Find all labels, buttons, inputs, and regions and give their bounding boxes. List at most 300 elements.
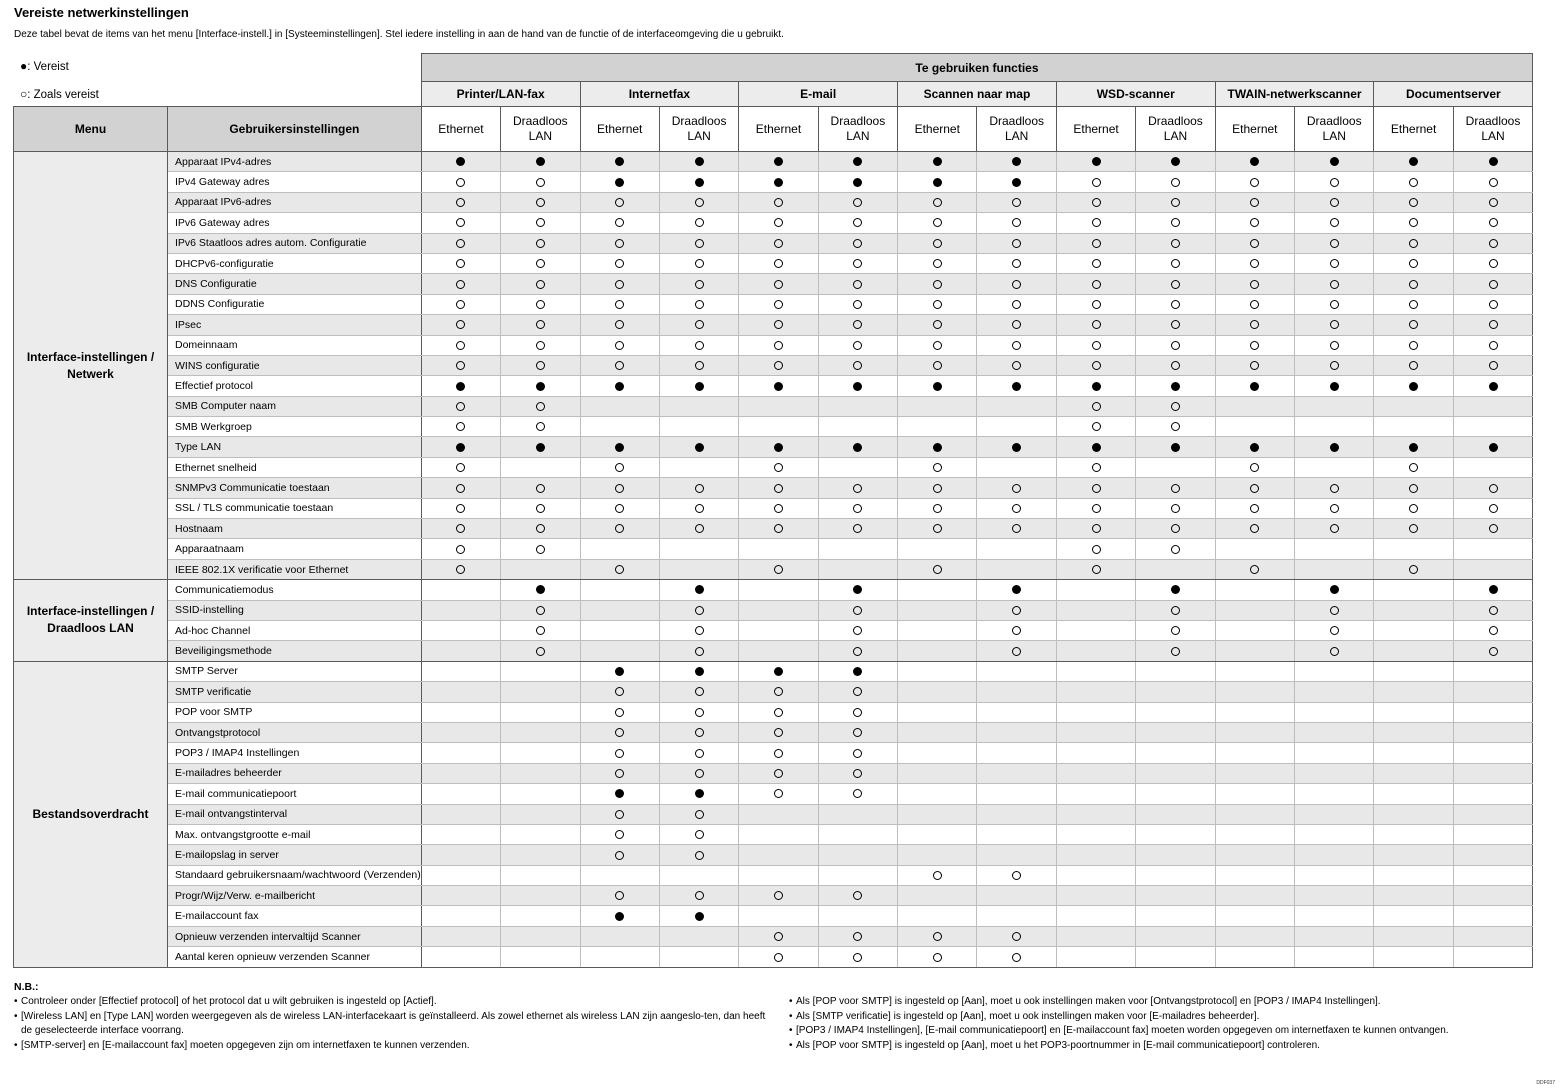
requirement-cell: [1136, 865, 1215, 885]
requirement-cell: [1056, 886, 1135, 906]
requirement-cell: [1215, 804, 1294, 824]
open-circle-icon: [1330, 218, 1339, 227]
requirement-cell: [1295, 213, 1374, 233]
requirement-cell: [1453, 702, 1532, 722]
filled-circle-icon: [853, 585, 862, 594]
wireless-lan-subheader-line2: LAN: [687, 129, 711, 143]
requirement-cell: [1056, 294, 1135, 314]
open-circle-icon: [456, 504, 465, 513]
open-circle-icon: [536, 178, 545, 187]
page-title: Vereiste netwerkinstellingen: [14, 5, 189, 20]
open-circle-icon: [615, 218, 624, 227]
requirement-cell: [898, 886, 977, 906]
open-circle-icon: [536, 239, 545, 248]
open-circle-icon: [456, 402, 465, 411]
requirement-cell: [1295, 784, 1374, 804]
requirement-cell: [739, 519, 818, 539]
table-row: [14, 233, 1533, 253]
open-circle-icon: [1171, 504, 1180, 513]
requirement-cell: [818, 763, 897, 783]
open-circle-icon: [853, 361, 862, 370]
open-circle-icon: [1489, 198, 1498, 207]
requirement-cell: [739, 417, 818, 437]
open-circle-icon: [1092, 361, 1101, 370]
open-circle-icon: [933, 198, 942, 207]
setting-label: WINS configuratie: [168, 355, 422, 375]
requirement-cell: [1136, 457, 1215, 477]
open-circle-icon: [1250, 259, 1259, 268]
requirement-cell: [659, 865, 738, 885]
setting-label: E-mail communicatiepoort: [168, 784, 422, 804]
open-circle-icon: [456, 484, 465, 493]
requirement-cell: [421, 172, 500, 192]
requirement-cell: [818, 172, 897, 192]
requirement-cell: [659, 539, 738, 559]
note-item: • Als [POP voor SMTP] is ingesteld op [Aan], moet u het POP3-poortnummer in [E-mail communicatiepoort] controleren.: [789, 1039, 1549, 1054]
requirement-cell: [421, 437, 500, 457]
requirement-cell: [501, 620, 580, 640]
requirement-cell: [1295, 906, 1374, 926]
requirement-cell: [1295, 192, 1374, 212]
filled-circle-icon: [853, 443, 862, 452]
requirement-cell: [580, 947, 659, 967]
requirement-cell: [1295, 539, 1374, 559]
open-circle-icon: [1250, 280, 1259, 289]
requirement-cell: [501, 376, 580, 396]
filled-circle-icon: [1012, 178, 1021, 187]
table-row: [14, 437, 1533, 457]
open-circle-icon: [1330, 300, 1339, 309]
open-circle-icon: [1012, 259, 1021, 268]
requirement-cell: [1374, 559, 1453, 579]
filled-circle-icon: [536, 443, 545, 452]
wireless-lan-subheader: [501, 107, 580, 152]
requirement-cell: [977, 519, 1056, 539]
table-row: [14, 620, 1533, 640]
open-circle-icon: [1012, 626, 1021, 635]
requirement-cell: [1215, 519, 1294, 539]
requirement-cell: [898, 315, 977, 335]
table-row: [14, 559, 1533, 579]
functions-header: Te gebruiken functies: [421, 54, 1532, 82]
requirement-cell: [1374, 661, 1453, 681]
open-circle-icon: [933, 300, 942, 309]
table-row: [14, 294, 1533, 314]
requirement-cell: [1453, 641, 1532, 661]
filled-circle-icon: [1250, 443, 1259, 452]
requirement-cell: [739, 315, 818, 335]
open-circle-icon: [615, 239, 624, 248]
open-circle-icon: [456, 320, 465, 329]
requirement-cell: [898, 396, 977, 416]
requirement-cell: [421, 620, 500, 640]
open-circle-icon: [853, 320, 862, 329]
open-circle-icon: [1012, 239, 1021, 248]
filled-circle-icon: [536, 382, 545, 391]
requirement-cell: [421, 498, 500, 518]
requirement-cell: [421, 641, 500, 661]
open-circle-icon: [536, 545, 545, 554]
setting-label: Opnieuw verzenden intervaltijd Scanner: [168, 926, 422, 946]
open-circle-icon: [695, 647, 704, 656]
open-circle-icon: [456, 463, 465, 472]
table-row: [14, 213, 1533, 233]
requirement-cell: [1056, 253, 1135, 273]
open-circle-icon: [1489, 484, 1498, 493]
requirement-cell: [1136, 376, 1215, 396]
requirement-cell: [739, 580, 818, 600]
requirement-cell: [898, 641, 977, 661]
table-row: [14, 865, 1533, 885]
open-circle-icon: [1171, 259, 1180, 268]
filled-circle-icon: [615, 667, 624, 676]
requirement-cell: [1056, 457, 1135, 477]
open-circle-icon: [853, 484, 862, 493]
table-row: [14, 600, 1533, 620]
requirement-cell: [659, 784, 738, 804]
requirement-cell: [1056, 539, 1135, 559]
requirement-cell: [818, 641, 897, 661]
requirement-cell: [1374, 396, 1453, 416]
requirement-cell: [1136, 947, 1215, 967]
open-circle-icon: [1330, 504, 1339, 513]
requirement-cell: [421, 743, 500, 763]
filled-circle-icon: [1250, 157, 1259, 166]
requirement-cell: [580, 457, 659, 477]
requirement-cell: [1453, 539, 1532, 559]
open-circle-icon: [1489, 524, 1498, 533]
open-circle-icon: [615, 687, 624, 696]
requirement-cell: [1215, 906, 1294, 926]
requirement-cell: [580, 417, 659, 437]
requirement-cell: [1295, 641, 1374, 661]
requirement-cell: [421, 559, 500, 579]
requirement-cell: [898, 702, 977, 722]
open-circle-icon: [1489, 239, 1498, 248]
requirement-cell: [818, 702, 897, 722]
requirement-cell: [739, 539, 818, 559]
requirement-cell: [898, 784, 977, 804]
open-circle-icon: [774, 320, 783, 329]
requirement-cell: [977, 172, 1056, 192]
requirement-cell: [1374, 906, 1453, 926]
open-circle-icon: [774, 198, 783, 207]
open-circle-icon: [1092, 524, 1101, 533]
open-circle-icon: [774, 953, 783, 962]
requirement-cell: [1295, 824, 1374, 844]
open-circle-icon: [774, 789, 783, 798]
wireless-lan-subheader-line1: Draadloos: [1465, 114, 1521, 128]
requirement-cell: [1215, 417, 1294, 437]
requirement-cell: [818, 233, 897, 253]
requirement-cell: [977, 253, 1056, 273]
open-circle-icon: [615, 565, 624, 574]
open-circle-icon: [1489, 341, 1498, 350]
filled-circle-icon: [933, 178, 942, 187]
wireless-lan-subheader-line1: Draadloos: [671, 114, 727, 128]
open-circle-icon: [1171, 402, 1180, 411]
requirement-cell: [1374, 355, 1453, 375]
filled-circle-icon: [615, 157, 624, 166]
requirement-cell: [1136, 886, 1215, 906]
open-circle-icon: [933, 361, 942, 370]
open-circle-icon: [774, 280, 783, 289]
requirement-cell: [501, 233, 580, 253]
table-row: [14, 172, 1533, 192]
requirement-cell: [659, 498, 738, 518]
requirement-cell: [1136, 478, 1215, 498]
open-circle-icon: [1330, 280, 1339, 289]
requirement-cell: [1215, 335, 1294, 355]
open-circle-icon: [1012, 218, 1021, 227]
filled-circle-icon: [1250, 382, 1259, 391]
open-circle-icon: [456, 300, 465, 309]
requirement-cell: [421, 906, 500, 926]
setting-label: Apparaat IPv4-adres: [168, 152, 422, 172]
requirement-cell: [1453, 763, 1532, 783]
open-circle-icon: [536, 422, 545, 431]
requirement-cell: [659, 457, 738, 477]
table-row: [14, 906, 1533, 926]
ethernet-subheader: Ethernet: [739, 107, 818, 152]
requirement-cell: [1374, 457, 1453, 477]
requirement-cell: [739, 886, 818, 906]
filled-circle-icon: [1171, 382, 1180, 391]
requirement-cell: [898, 824, 977, 844]
open-circle-icon: [1171, 422, 1180, 431]
requirement-cell: [739, 437, 818, 457]
requirement-cell: [1056, 641, 1135, 661]
filled-circle-icon: [1092, 157, 1101, 166]
requirement-cell: [580, 478, 659, 498]
filled-circle-icon: [615, 789, 624, 798]
requirement-cell: [898, 722, 977, 742]
open-circle-icon: [1092, 178, 1101, 187]
requirement-cell: [739, 600, 818, 620]
requirement-cell: [659, 274, 738, 294]
requirement-cell: [659, 437, 738, 457]
requirement-cell: [1453, 152, 1532, 172]
requirement-cell: [501, 784, 580, 804]
requirement-cell: [1215, 498, 1294, 518]
open-circle-icon: [1012, 341, 1021, 350]
open-circle-icon: [853, 280, 862, 289]
table-row: [14, 192, 1533, 212]
requirement-cell: [739, 294, 818, 314]
filled-circle-icon: [695, 789, 704, 798]
requirement-cell: [421, 600, 500, 620]
filled-circle-icon: [853, 667, 862, 676]
requirement-cell: [580, 539, 659, 559]
open-circle-icon: [933, 341, 942, 350]
requirement-cell: [580, 274, 659, 294]
requirement-cell: [580, 845, 659, 865]
requirement-cell: [818, 519, 897, 539]
requirement-cell: [1374, 865, 1453, 885]
notes-title: N.B.:: [14, 981, 39, 993]
requirement-cell: [977, 580, 1056, 600]
open-circle-icon: [1171, 341, 1180, 350]
requirement-cell: [1453, 682, 1532, 702]
filled-circle-icon: [1409, 382, 1418, 391]
requirement-cell: [1056, 743, 1135, 763]
requirement-cell: [501, 926, 580, 946]
requirement-cell: [1453, 417, 1532, 437]
requirement-cell: [977, 620, 1056, 640]
requirement-cell: [501, 498, 580, 518]
open-circle-icon: [695, 708, 704, 717]
open-circle-icon: [1171, 606, 1180, 615]
requirement-cell: [501, 274, 580, 294]
requirement-cell: [739, 926, 818, 946]
requirement-cell: [421, 845, 500, 865]
requirement-cell: [501, 192, 580, 212]
open-circle-icon: [1250, 484, 1259, 493]
requirement-cell: [1453, 804, 1532, 824]
requirement-cell: [421, 682, 500, 702]
requirement-cell: [1374, 580, 1453, 600]
open-circle-icon: [933, 953, 942, 962]
requirement-cell: [501, 580, 580, 600]
requirement-cell: [977, 804, 1056, 824]
requirement-cell: [501, 865, 580, 885]
requirement-cell: [898, 478, 977, 498]
open-circle-icon: [615, 749, 624, 758]
requirement-cell: [580, 253, 659, 273]
requirement-cell: [898, 926, 977, 946]
requirement-cell: [1295, 743, 1374, 763]
requirement-cell: [501, 804, 580, 824]
requirement-cell: [421, 253, 500, 273]
requirement-cell: [421, 355, 500, 375]
requirement-cell: [818, 376, 897, 396]
requirement-cell: [1295, 335, 1374, 355]
requirement-cell: [1215, 784, 1294, 804]
requirement-cell: [1136, 294, 1215, 314]
open-circle-icon: [1092, 504, 1101, 513]
requirement-cell: [659, 294, 738, 314]
requirement-cell: [1374, 824, 1453, 844]
requirement-cell: [1295, 519, 1374, 539]
open-circle-icon: [1250, 504, 1259, 513]
requirement-cell: [1374, 152, 1453, 172]
requirement-cell: [898, 661, 977, 681]
open-circle-icon: [1171, 239, 1180, 248]
requirement-cell: [739, 253, 818, 273]
requirement-cell: [898, 457, 977, 477]
open-circle-icon: [615, 769, 624, 778]
requirement-cell: [501, 600, 580, 620]
requirement-cell: [739, 192, 818, 212]
requirement-cell: [898, 253, 977, 273]
open-circle-icon: [536, 484, 545, 493]
setting-label: SSL / TLS communicatie toestaan: [168, 498, 422, 518]
requirement-cell: [421, 886, 500, 906]
requirement-cell: [977, 865, 1056, 885]
requirement-cell: [898, 152, 977, 172]
open-circle-icon: [1250, 341, 1259, 350]
open-circle-icon: [1250, 463, 1259, 472]
requirement-cell: [1136, 824, 1215, 844]
requirement-cell: [1374, 233, 1453, 253]
requirement-cell: [1136, 682, 1215, 702]
requirement-cell: [1215, 641, 1294, 661]
requirement-cell: [1295, 682, 1374, 702]
function-header: Internetfax: [580, 82, 739, 107]
requirement-cell: [739, 376, 818, 396]
requirement-cell: [659, 559, 738, 579]
requirement-cell: [1453, 233, 1532, 253]
requirement-cell: [1056, 437, 1135, 457]
requirement-cell: [1136, 355, 1215, 375]
requirement-cell: [501, 519, 580, 539]
requirement-cell: [818, 417, 897, 437]
setting-label: DNS Configuratie: [168, 274, 422, 294]
notes-left: [14, 995, 769, 1053]
requirement-cell: [1136, 152, 1215, 172]
filled-circle-icon: [1330, 382, 1339, 391]
open-circle-icon: [933, 484, 942, 493]
requirement-cell: [1453, 620, 1532, 640]
legend-area: [14, 54, 422, 82]
open-circle-icon: [1250, 320, 1259, 329]
requirement-cell: [1136, 335, 1215, 355]
filled-circle-icon: [456, 157, 465, 166]
requirement-cell: [1136, 274, 1215, 294]
requirement-cell: [1136, 539, 1215, 559]
open-circle-icon: [615, 810, 624, 819]
requirement-cell: [898, 192, 977, 212]
open-circle-icon: [1330, 259, 1339, 268]
requirement-cell: [818, 274, 897, 294]
requirement-cell: [1295, 926, 1374, 946]
open-circle-icon: [1409, 178, 1418, 187]
setting-label: Hostnaam: [168, 519, 422, 539]
requirement-cell: [580, 315, 659, 335]
requirement-cell: [1136, 172, 1215, 192]
requirement-cell: [1295, 886, 1374, 906]
requirement-cell: [1215, 600, 1294, 620]
requirement-cell: [1215, 478, 1294, 498]
requirement-cell: [580, 641, 659, 661]
note-item: • Als [SMTP verificatie] is ingesteld op [Aan], moet u ook instellingen maken voor [E-mailadres beheerder].: [789, 1010, 1549, 1025]
requirement-cell: [977, 661, 1056, 681]
requirement-cell: [1215, 192, 1294, 212]
requirement-cell: [421, 417, 500, 437]
requirement-cell: [1453, 559, 1532, 579]
requirement-cell: [739, 457, 818, 477]
open-circle-icon: [853, 259, 862, 268]
filled-circle-icon: [853, 157, 862, 166]
requirement-cell: [1453, 376, 1532, 396]
open-circle-icon: [536, 320, 545, 329]
open-circle-icon: [853, 647, 862, 656]
table-row: [14, 396, 1533, 416]
open-circle-icon: [695, 606, 704, 615]
requirement-cell: [1215, 620, 1294, 640]
requirement-cell: [1136, 315, 1215, 335]
open-circle-icon: [1171, 361, 1180, 370]
requirement-cell: [818, 947, 897, 967]
open-circle-icon: [774, 484, 783, 493]
requirement-cell: [1453, 274, 1532, 294]
requirement-cell: [659, 906, 738, 926]
requirement-cell: [818, 661, 897, 681]
requirement-cell: [1374, 315, 1453, 335]
requirement-cell: [977, 559, 1056, 579]
open-circle-icon: [695, 769, 704, 778]
filled-circle-icon: [1171, 585, 1180, 594]
